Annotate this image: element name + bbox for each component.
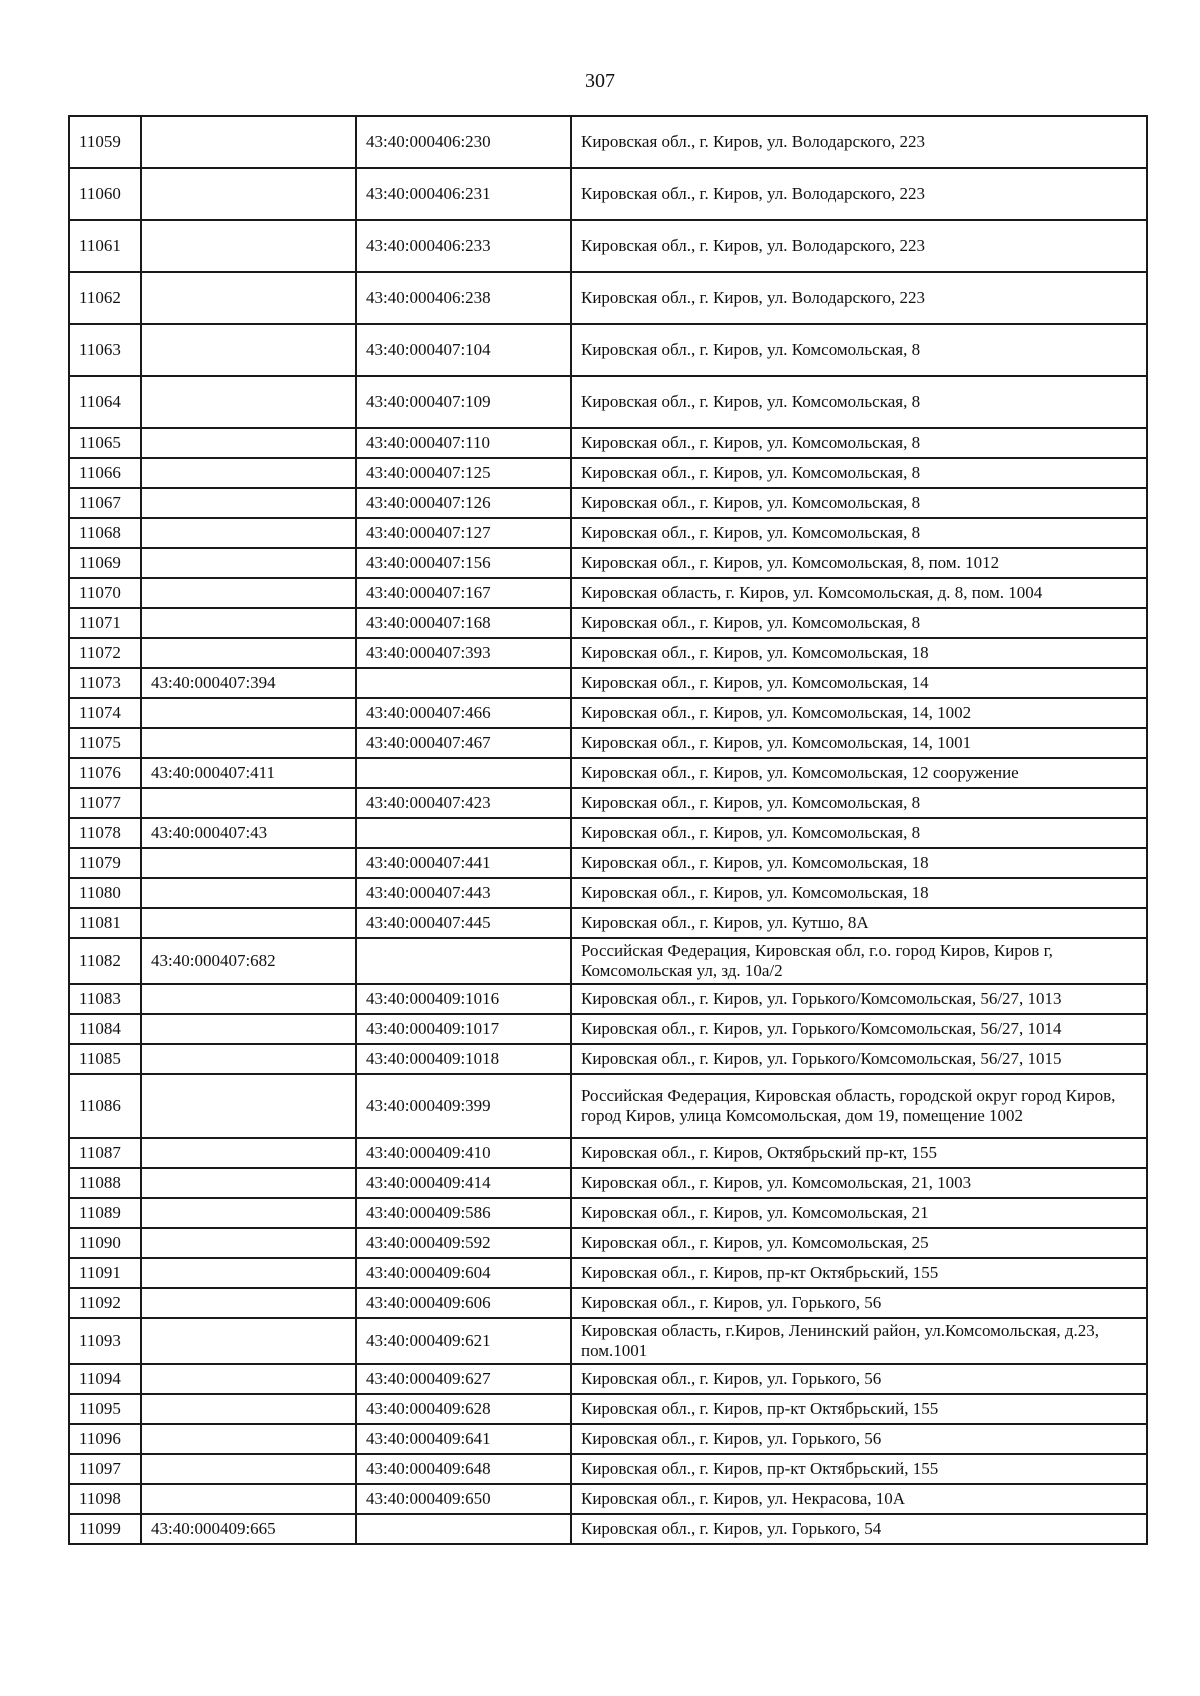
table-row bbox=[69, 116, 1147, 168]
row-number-cell: 11086 bbox=[69, 1074, 141, 1138]
cadastral-number-a-cell bbox=[141, 1198, 356, 1228]
cadastral-number-a-cell bbox=[141, 1138, 356, 1168]
cadastral-number-b-cell: 43:40:000407:445 bbox=[356, 908, 571, 938]
address-cell: Кировская область, г.Киров, Ленинский район, ул.Комсомольская, д.23, пом.1001 bbox=[571, 1318, 1147, 1364]
address-cell: Кировская обл., г. Киров, ул. Комсомольская, 14, 1002 bbox=[571, 698, 1147, 728]
table-row bbox=[69, 1168, 1147, 1198]
cadastral-number-b-cell: 43:40:000409:399 bbox=[356, 1074, 571, 1138]
cadastral-number-b-cell: 43:40:000409:648 bbox=[356, 1454, 571, 1484]
address-cell: Кировская обл., г. Киров, Октябрьский пр-кт, 155 bbox=[571, 1138, 1147, 1168]
cadastral-number-a-cell: 43:40:000407:394 bbox=[141, 668, 356, 698]
cadastral-number-b-cell bbox=[356, 818, 571, 848]
table-row bbox=[69, 168, 1147, 220]
address-cell: Кировская обл., г. Киров, ул. Горького, 56 bbox=[571, 1364, 1147, 1394]
row-number-cell: 11084 bbox=[69, 1014, 141, 1044]
row-number-cell: 11089 bbox=[69, 1198, 141, 1228]
row-number-cell: 11060 bbox=[69, 168, 141, 220]
address-cell: Кировская обл., г. Киров, ул. Комсомольская, 14, 1001 bbox=[571, 728, 1147, 758]
row-number-cell: 11088 bbox=[69, 1168, 141, 1198]
registry-table-body bbox=[69, 116, 1147, 1544]
cadastral-number-b-cell: 43:40:000407:168 bbox=[356, 608, 571, 638]
address-cell: Российская Федерация, Кировская область, городской округ город Киров, город Киров, улица Комсомольская, дом 19, помещение 1002 bbox=[571, 1074, 1147, 1138]
cadastral-number-a-cell: 43:40:000407:411 bbox=[141, 758, 356, 788]
cadastral-number-a-cell bbox=[141, 458, 356, 488]
row-number-cell: 11070 bbox=[69, 578, 141, 608]
table-row bbox=[69, 608, 1147, 638]
cadastral-number-a-cell bbox=[141, 608, 356, 638]
table-row bbox=[69, 1258, 1147, 1288]
cadastral-number-b-cell: 43:40:000409:606 bbox=[356, 1288, 571, 1318]
row-number-cell: 11078 bbox=[69, 818, 141, 848]
cadastral-number-b-cell: 43:40:000407:443 bbox=[356, 878, 571, 908]
table-row bbox=[69, 376, 1147, 428]
address-cell: Кировская обл., г. Киров, ул. Комсомольская, 8 bbox=[571, 608, 1147, 638]
table-row bbox=[69, 1288, 1147, 1318]
cadastral-number-b-cell: 43:40:000407:110 bbox=[356, 428, 571, 458]
row-number-cell: 11079 bbox=[69, 848, 141, 878]
address-cell: Кировская обл., г. Киров, ул. Комсомольская, 25 bbox=[571, 1228, 1147, 1258]
table-row bbox=[69, 1014, 1147, 1044]
table-row bbox=[69, 668, 1147, 698]
row-number-cell: 11080 bbox=[69, 878, 141, 908]
cadastral-number-a-cell bbox=[141, 1014, 356, 1044]
address-cell: Кировская обл., г. Киров, ул. Комсомольская, 14 bbox=[571, 668, 1147, 698]
cadastral-number-b-cell: 43:40:000407:125 bbox=[356, 458, 571, 488]
table-row bbox=[69, 1138, 1147, 1168]
table-row bbox=[69, 638, 1147, 668]
cadastral-number-a-cell: 43:40:000407:43 bbox=[141, 818, 356, 848]
cadastral-number-b-cell: 43:40:000407:441 bbox=[356, 848, 571, 878]
row-number-cell: 11097 bbox=[69, 1454, 141, 1484]
cadastral-number-b-cell: 43:40:000409:1017 bbox=[356, 1014, 571, 1044]
cadastral-number-b-cell bbox=[356, 758, 571, 788]
cadastral-number-a-cell: 43:40:000407:682 bbox=[141, 938, 356, 984]
cadastral-number-b-cell: 43:40:000407:423 bbox=[356, 788, 571, 818]
table-row bbox=[69, 518, 1147, 548]
cadastral-number-b-cell: 43:40:000409:650 bbox=[356, 1484, 571, 1514]
row-number-cell: 11059 bbox=[69, 116, 141, 168]
cadastral-number-b-cell: 43:40:000406:230 bbox=[356, 116, 571, 168]
cadastral-number-a-cell bbox=[141, 1258, 356, 1288]
table-row bbox=[69, 428, 1147, 458]
cadastral-number-a-cell bbox=[141, 376, 356, 428]
address-cell: Кировская обл., г. Киров, ул. Комсомольская, 8 bbox=[571, 518, 1147, 548]
table-row bbox=[69, 1454, 1147, 1484]
cadastral-number-b-cell: 43:40:000406:233 bbox=[356, 220, 571, 272]
address-cell: Кировская обл., г. Киров, ул. Комсомольская, 8 bbox=[571, 488, 1147, 518]
cadastral-number-a-cell bbox=[141, 116, 356, 168]
row-number-cell: 11063 bbox=[69, 324, 141, 376]
cadastral-number-b-cell: 43:40:000407:393 bbox=[356, 638, 571, 668]
row-number-cell: 11095 bbox=[69, 1394, 141, 1424]
address-cell: Кировская обл., г. Киров, ул. Комсомольская, 8 bbox=[571, 818, 1147, 848]
cadastral-number-b-cell: 43:40:000409:586 bbox=[356, 1198, 571, 1228]
cadastral-number-a-cell bbox=[141, 1288, 356, 1318]
cadastral-number-a-cell bbox=[141, 548, 356, 578]
cadastral-number-a-cell bbox=[141, 1168, 356, 1198]
table-row bbox=[69, 758, 1147, 788]
address-cell: Кировская обл., г. Киров, ул. Комсомольская, 21 bbox=[571, 1198, 1147, 1228]
cadastral-number-b-cell: 43:40:000409:592 bbox=[356, 1228, 571, 1258]
row-number-cell: 11068 bbox=[69, 518, 141, 548]
cadastral-number-b-cell: 43:40:000406:231 bbox=[356, 168, 571, 220]
cadastral-number-b-cell bbox=[356, 938, 571, 984]
address-cell: Кировская обл., г. Киров, ул. Комсомольская, 8 bbox=[571, 376, 1147, 428]
table-row bbox=[69, 728, 1147, 758]
row-number-cell: 11092 bbox=[69, 1288, 141, 1318]
row-number-cell: 11098 bbox=[69, 1484, 141, 1514]
row-number-cell: 11091 bbox=[69, 1258, 141, 1288]
address-cell: Кировская обл., г. Киров, ул. Горького/Комсомольская, 56/27, 1013 bbox=[571, 984, 1147, 1014]
row-number-cell: 11061 bbox=[69, 220, 141, 272]
cadastral-number-b-cell: 43:40:000407:167 bbox=[356, 578, 571, 608]
address-cell: Кировская обл., г. Киров, ул. Володарского, 223 bbox=[571, 272, 1147, 324]
table-row bbox=[69, 324, 1147, 376]
table-row bbox=[69, 818, 1147, 848]
cadastral-number-a-cell bbox=[141, 1454, 356, 1484]
cadastral-number-b-cell: 43:40:000409:627 bbox=[356, 1364, 571, 1394]
address-cell: Кировская обл., г. Киров, ул. Комсомольская, 21, 1003 bbox=[571, 1168, 1147, 1198]
address-cell: Кировская область, г. Киров, ул. Комсомольская, д. 8, пом. 1004 bbox=[571, 578, 1147, 608]
cadastral-number-a-cell bbox=[141, 1318, 356, 1364]
row-number-cell: 11090 bbox=[69, 1228, 141, 1258]
row-number-cell: 11073 bbox=[69, 668, 141, 698]
cadastral-number-a-cell bbox=[141, 1424, 356, 1454]
row-number-cell: 11071 bbox=[69, 608, 141, 638]
cadastral-number-b-cell: 43:40:000409:1016 bbox=[356, 984, 571, 1014]
cadastral-number-a-cell bbox=[141, 848, 356, 878]
row-number-cell: 11067 bbox=[69, 488, 141, 518]
address-cell: Кировская обл., г. Киров, ул. Комсомольская, 18 bbox=[571, 638, 1147, 668]
cadastral-number-a-cell bbox=[141, 698, 356, 728]
table-row bbox=[69, 698, 1147, 728]
address-cell: Кировская обл., г. Киров, ул. Комсомольская, 8, пом. 1012 bbox=[571, 548, 1147, 578]
row-number-cell: 11077 bbox=[69, 788, 141, 818]
address-cell: Кировская обл., г. Киров, ул. Комсомольская, 18 bbox=[571, 848, 1147, 878]
cadastral-number-b-cell: 43:40:000407:104 bbox=[356, 324, 571, 376]
address-cell: Кировская обл., г. Киров, пр-кт Октябрьский, 155 bbox=[571, 1454, 1147, 1484]
table-row bbox=[69, 1424, 1147, 1454]
cadastral-number-b-cell: 43:40:000407:109 bbox=[356, 376, 571, 428]
row-number-cell: 11094 bbox=[69, 1364, 141, 1394]
row-number-cell: 11082 bbox=[69, 938, 141, 984]
address-cell: Кировская обл., г. Киров, ул. Комсомольская, 8 bbox=[571, 788, 1147, 818]
cadastral-number-b-cell bbox=[356, 1514, 571, 1544]
table-row bbox=[69, 272, 1147, 324]
cadastral-number-b-cell: 43:40:000407:126 bbox=[356, 488, 571, 518]
cadastral-number-a-cell bbox=[141, 428, 356, 458]
address-cell: Кировская обл., г. Киров, ул. Комсомольская, 12 сооружение bbox=[571, 758, 1147, 788]
row-number-cell: 11072 bbox=[69, 638, 141, 668]
cadastral-number-a-cell bbox=[141, 908, 356, 938]
cadastral-number-a-cell bbox=[141, 788, 356, 818]
table-row bbox=[69, 788, 1147, 818]
cadastral-number-a-cell bbox=[141, 324, 356, 376]
cadastral-number-b-cell: 43:40:000409:628 bbox=[356, 1394, 571, 1424]
row-number-cell: 11099 bbox=[69, 1514, 141, 1544]
table-row bbox=[69, 984, 1147, 1014]
table-row bbox=[69, 458, 1147, 488]
row-number-cell: 11076 bbox=[69, 758, 141, 788]
cadastral-number-b-cell: 43:40:000407:467 bbox=[356, 728, 571, 758]
row-number-cell: 11096 bbox=[69, 1424, 141, 1454]
table-row bbox=[69, 1484, 1147, 1514]
row-number-cell: 11093 bbox=[69, 1318, 141, 1364]
row-number-cell: 11064 bbox=[69, 376, 141, 428]
registry-table bbox=[68, 115, 1148, 1545]
address-cell: Кировская обл., г. Киров, пр-кт Октябрьский, 155 bbox=[571, 1258, 1147, 1288]
table-row bbox=[69, 938, 1147, 984]
cadastral-number-a-cell bbox=[141, 1394, 356, 1424]
cadastral-number-a-cell bbox=[141, 168, 356, 220]
address-cell: Кировская обл., г. Киров, ул. Комсомольская, 8 bbox=[571, 324, 1147, 376]
cadastral-number-b-cell: 43:40:000409:641 bbox=[356, 1424, 571, 1454]
cadastral-number-b-cell: 43:40:000409:410 bbox=[356, 1138, 571, 1168]
table-row bbox=[69, 878, 1147, 908]
address-cell: Кировская обл., г. Киров, ул. Володарского, 223 bbox=[571, 116, 1147, 168]
cadastral-number-a-cell bbox=[141, 1484, 356, 1514]
table-row bbox=[69, 848, 1147, 878]
cadastral-number-a-cell bbox=[141, 878, 356, 908]
cadastral-number-a-cell bbox=[141, 1228, 356, 1258]
address-cell: Кировская обл., г. Киров, ул. Горького/Комсомольская, 56/27, 1014 bbox=[571, 1014, 1147, 1044]
table-row bbox=[69, 1318, 1147, 1364]
cadastral-number-b-cell: 43:40:000409:604 bbox=[356, 1258, 571, 1288]
cadastral-number-a-cell bbox=[141, 1074, 356, 1138]
cadastral-number-a-cell bbox=[141, 1044, 356, 1074]
table-row bbox=[69, 1514, 1147, 1544]
row-number-cell: 11066 bbox=[69, 458, 141, 488]
table-row bbox=[69, 1364, 1147, 1394]
cadastral-number-b-cell bbox=[356, 668, 571, 698]
row-number-cell: 11081 bbox=[69, 908, 141, 938]
table-row bbox=[69, 1228, 1147, 1258]
cadastral-number-b-cell: 43:40:000406:238 bbox=[356, 272, 571, 324]
address-cell: Кировская обл., г. Киров, ул. Горького, 56 bbox=[571, 1424, 1147, 1454]
row-number-cell: 11062 bbox=[69, 272, 141, 324]
table-row bbox=[69, 1044, 1147, 1074]
address-cell: Кировская обл., г. Киров, ул. Горького, 54 bbox=[571, 1514, 1147, 1544]
address-cell: Российская Федерация, Кировская обл, г.о. город Киров, Киров г, Комсомольская ул, зд. 10а/2 bbox=[571, 938, 1147, 984]
row-number-cell: 11087 bbox=[69, 1138, 141, 1168]
table-row bbox=[69, 488, 1147, 518]
cadastral-number-a-cell bbox=[141, 488, 356, 518]
row-number-cell: 11065 bbox=[69, 428, 141, 458]
address-cell: Кировская обл., г. Киров, ул. Некрасова, 10А bbox=[571, 1484, 1147, 1514]
address-cell: Кировская обл., г. Киров, ул. Володарского, 223 bbox=[571, 220, 1147, 272]
cadastral-number-a-cell bbox=[141, 220, 356, 272]
cadastral-number-b-cell: 43:40:000407:127 bbox=[356, 518, 571, 548]
cadastral-number-a-cell bbox=[141, 578, 356, 608]
row-number-cell: 11069 bbox=[69, 548, 141, 578]
cadastral-number-a-cell bbox=[141, 272, 356, 324]
address-cell: Кировская обл., г. Киров, ул. Комсомольская, 8 bbox=[571, 458, 1147, 488]
cadastral-number-b-cell: 43:40:000409:414 bbox=[356, 1168, 571, 1198]
cadastral-number-a-cell bbox=[141, 728, 356, 758]
cadastral-number-a-cell bbox=[141, 518, 356, 548]
address-cell: Кировская обл., г. Киров, ул. Кутшо, 8А bbox=[571, 908, 1147, 938]
cadastral-number-a-cell bbox=[141, 1364, 356, 1394]
table-row bbox=[69, 548, 1147, 578]
address-cell: Кировская обл., г. Киров, ул. Горького, 56 bbox=[571, 1288, 1147, 1318]
cadastral-number-b-cell: 43:40:000409:621 bbox=[356, 1318, 571, 1364]
table-row bbox=[69, 1198, 1147, 1228]
table-row bbox=[69, 1394, 1147, 1424]
cadastral-number-a-cell bbox=[141, 984, 356, 1014]
address-cell: Кировская обл., г. Киров, ул. Комсомольская, 8 bbox=[571, 428, 1147, 458]
cadastral-number-a-cell: 43:40:000409:665 bbox=[141, 1514, 356, 1544]
cadastral-number-b-cell: 43:40:000407:156 bbox=[356, 548, 571, 578]
address-cell: Кировская обл., г. Киров, пр-кт Октябрьский, 155 bbox=[571, 1394, 1147, 1424]
table-row bbox=[69, 908, 1147, 938]
table-row bbox=[69, 1074, 1147, 1138]
table-row bbox=[69, 220, 1147, 272]
cadastral-number-b-cell: 43:40:000407:466 bbox=[356, 698, 571, 728]
row-number-cell: 11075 bbox=[69, 728, 141, 758]
row-number-cell: 11083 bbox=[69, 984, 141, 1014]
page-number: 307 bbox=[585, 70, 615, 92]
address-cell: Кировская обл., г. Киров, ул. Володарского, 223 bbox=[571, 168, 1147, 220]
row-number-cell: 11085 bbox=[69, 1044, 141, 1074]
address-cell: Кировская обл., г. Киров, ул. Горького/Комсомольская, 56/27, 1015 bbox=[571, 1044, 1147, 1074]
cadastral-number-b-cell: 43:40:000409:1018 bbox=[356, 1044, 571, 1074]
cadastral-number-a-cell bbox=[141, 638, 356, 668]
row-number-cell: 11074 bbox=[69, 698, 141, 728]
address-cell: Кировская обл., г. Киров, ул. Комсомольская, 18 bbox=[571, 878, 1147, 908]
table-row bbox=[69, 578, 1147, 608]
